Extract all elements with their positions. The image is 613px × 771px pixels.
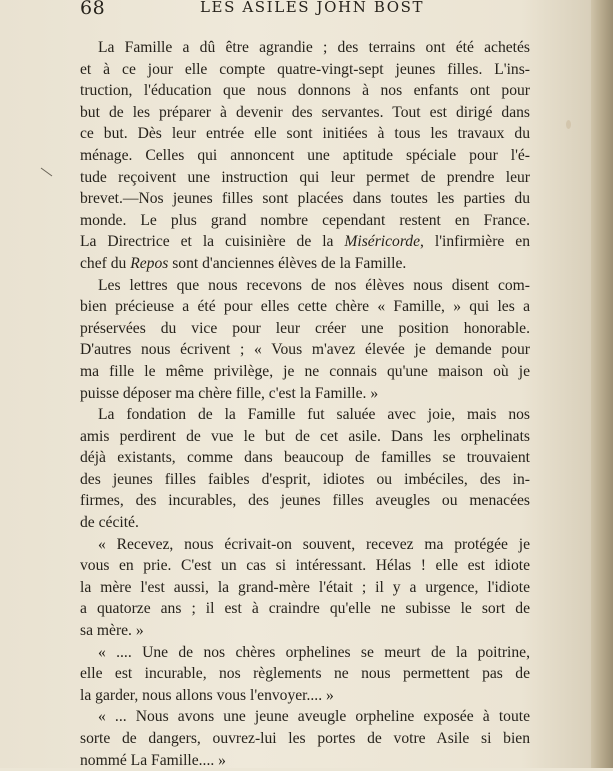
paragraph [80, 275, 530, 405]
text-run: sont d'anciennes élèves de la Famille. [168, 254, 407, 272]
text-run: chef du [80, 254, 131, 272]
text-line: a quatorze ans ; il est à craindre qu'elle ne subisse le sort de [80, 600, 530, 618]
text-line: des jeunes filles faibles d'esprit, idiotes ou imbéciles, des in- [80, 470, 530, 488]
text-line: déjà existants, comme dans beaucoup de familles se trouvaient [80, 449, 530, 467]
page-header [80, 0, 580, 22]
text-run: La Directrice et la cuisinière de la [80, 233, 345, 251]
text-line [80, 253, 530, 275]
page-number: 68 [80, 0, 106, 19]
text-line: La fondation de la Famille fut saluée avec joie, mais nos [98, 406, 530, 424]
text-run: , l'infirmière en [420, 233, 530, 251]
text-line: monde. Le plus grand nombre cependant restent en France. [80, 211, 530, 229]
text-line: de cécité. [80, 514, 139, 532]
text-line: tude reçoivent une instruction qui leur permet de prendre leur [80, 168, 530, 186]
text-line: ce but. Dès leur entrée elle sont initiées à tous les travaux du [80, 125, 530, 143]
text-line: puisse déposer ma chère fille, c'est la Famille. » [80, 384, 379, 402]
text-line: bien précieuse a été pour elles cette chère « Famille, » qui les a [80, 298, 530, 316]
text-line: amis perdirent de vue le but de cet asile. Dans les orphelinats [80, 427, 530, 445]
text-line: elle est incurable, nos règlements ne nous permettent pas de [80, 665, 530, 683]
paragraph [80, 534, 530, 642]
body-text [80, 37, 530, 771]
running-head: LES ASILES JOHN BOST [200, 0, 425, 16]
paragraph [80, 37, 530, 275]
italic-text-run: Miséricorde [344, 233, 421, 251]
text-line: La Famille a dû être agrandie ; des terrains ont été achetés [98, 39, 530, 56]
paragraph [80, 706, 530, 771]
italic-text-run: Repos [130, 254, 169, 272]
foxing-spot [566, 120, 571, 129]
text-line: préservées du vice pour leur créer une position honorable. [80, 319, 530, 337]
text-line: « ... Nous avons une jeune aveugle orpheline exposée à toute [98, 708, 530, 726]
text-line: firmes, des incurables, des jeunes filles aveugles ou menacées [80, 492, 530, 510]
paragraph [80, 642, 530, 707]
text-line: sa mère. » [80, 622, 144, 640]
text-line: ma fille le même privilège, je ne connais qu'une maison où je [80, 362, 530, 380]
page-gutter-shadow [591, 0, 613, 768]
text-line: la garder, nous allons vous l'envoyer.... » [80, 686, 334, 704]
text-line: brevet.—Nos jeunes filles sont placées dans toutes les parties du [80, 190, 530, 208]
text-line: but de les préparer à devenir des servantes. Tout est dirigé dans [80, 103, 530, 121]
text-line: Les lettres que nous recevons de nos élèves nous disent com- [98, 276, 530, 294]
paragraph [80, 404, 530, 534]
text-line: la mère l'est aussi, la grand-mère l'était ; il y a urgence, l'idiote [80, 578, 530, 596]
text-line: « .... Une de nos chères orphelines se meurt de la poitrine, [98, 643, 530, 661]
text-line: D'autres nous écrivent ; « Vous m'avez élevée je demande pour [80, 341, 530, 359]
text-line: vous en prie. C'est un cas si intéressant. Hélas ! elle est idiote [80, 557, 530, 575]
pencil-margin-mark [40, 166, 54, 178]
text-line: ménage. Celles qui annoncent une aptitude spéciale pour l'é- [80, 146, 530, 164]
text-line: « Recevez, nous écrivait-on souvent, recevez ma protégée je [98, 535, 530, 553]
text-line: truction, l'éducation que nous donnons à nos enfants ont pour [80, 82, 530, 100]
text-line [80, 231, 530, 253]
text-line: et à ce jour elle compte quatre-vingt-sept jeunes filles. L'ins- [80, 60, 530, 78]
text-line: nommé La Famille.... » [80, 751, 226, 769]
text-line: sorte de dangers, ouvrez-lui les portes de votre Asile si bien [80, 730, 530, 747]
